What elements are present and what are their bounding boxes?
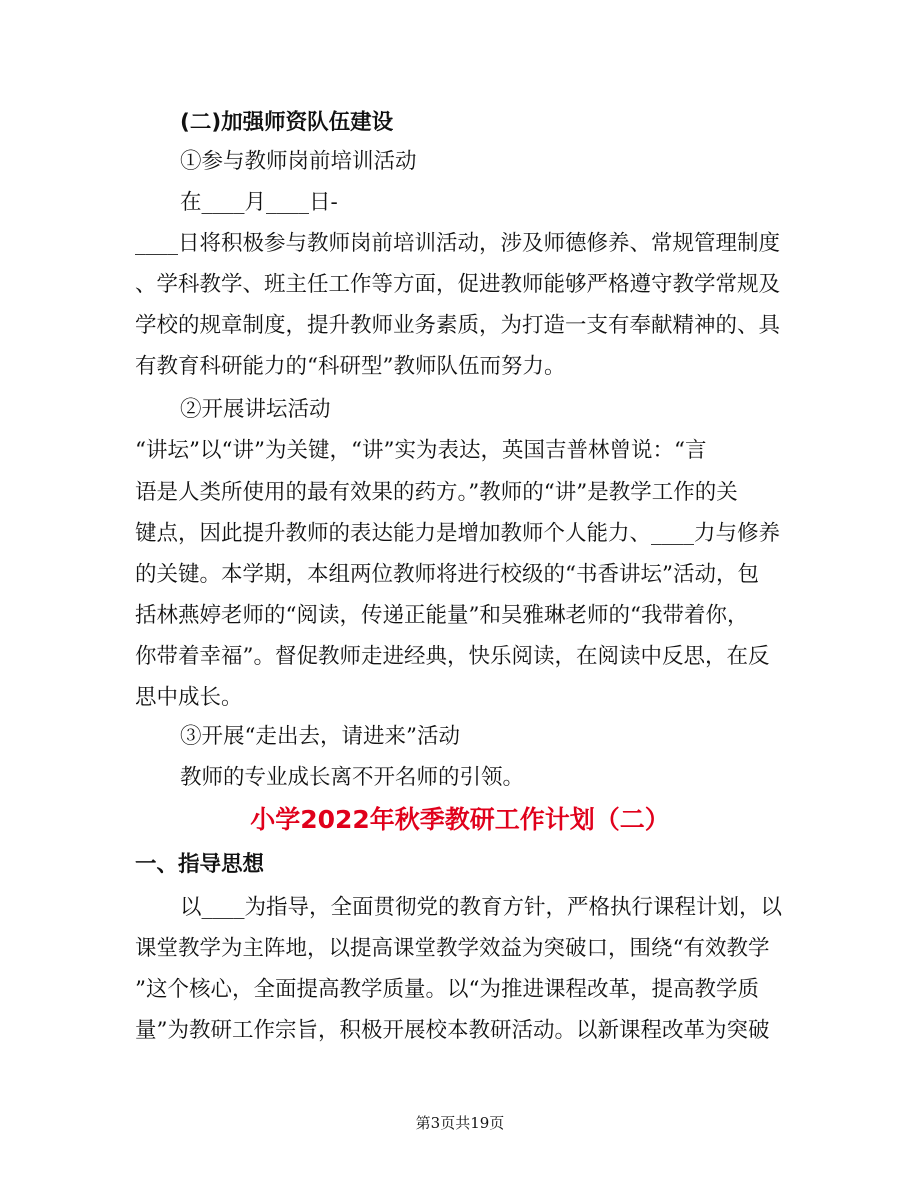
paragraph-line: 量”为教研工作宗旨，积极开展校本教研活动。以新课程改革为突破	[135, 1018, 770, 1043]
paragraph-line: ____日将积极参与教师岗前培训活动，涉及师德修养、常规管理制度	[135, 231, 781, 256]
paragraph-line: 思中成长。	[135, 685, 243, 710]
paragraph-line: 键点，因此提升教师的表达能力是增加教师个人能力、____力与修养	[135, 521, 781, 546]
section-heading: (二)加强师资队伍建设	[180, 110, 394, 135]
paragraph-line: 括林燕婷老师的“阅读，传递正能量”和吴雅琳老师的“我带着你，	[135, 603, 749, 628]
paragraph-line: 在____月____日-	[180, 190, 338, 215]
paragraph-line: ①参与教师岗前培训活动	[180, 149, 417, 174]
paragraph-line: ③开展“走出去，请进来”活动	[180, 724, 460, 749]
paragraph-line: 的关键。本学期，本组两位教师将进行校级的“书香讲坛”活动，包	[135, 562, 759, 587]
document-title: 小学2022年秋季教研工作计划（二）	[250, 805, 670, 834]
paragraph-line: 有教育科研能力的“科研型”教师队伍而努力。	[135, 354, 566, 379]
paragraph-line: 语是人类所使用的最有效果的药方。”教师的“讲”是教学工作的关	[135, 480, 738, 505]
paragraph-line: 、学科教学、班主任工作等方面，促进教师能够严格遵守教学常规及	[135, 272, 781, 297]
paragraph-line: 课堂教学为主阵地，以提高课堂教学效益为突破口，围绕“有效教学	[135, 936, 770, 961]
paragraph-line: 你带着幸福”。督促教师走进经典，快乐阅读，在阅读中反思，在反	[135, 644, 770, 669]
paragraph-line: 学校的规章制度，提升教师业务素质，为打造一支有奉献精神的、具	[135, 313, 781, 338]
subheading: 一、指导思想	[135, 852, 265, 877]
paragraph-line: 教师的专业成长离不开名师的引领。	[180, 765, 525, 790]
paragraph-line: ”这个核心，全面提高教学质量。以“为推进课程改革，提高教学质	[135, 977, 759, 1002]
page-number: 第3页共19页	[415, 1114, 505, 1132]
paragraph-line: “讲坛”以“讲”为关键，“讲”实为表达，英国吉普林曾说：“言	[135, 438, 707, 463]
paragraph-line: 以____为指导，全面贯彻党的教育方针，严格执行课程计划，以	[180, 895, 783, 920]
paragraph-line: ②开展讲坛活动	[180, 397, 331, 422]
